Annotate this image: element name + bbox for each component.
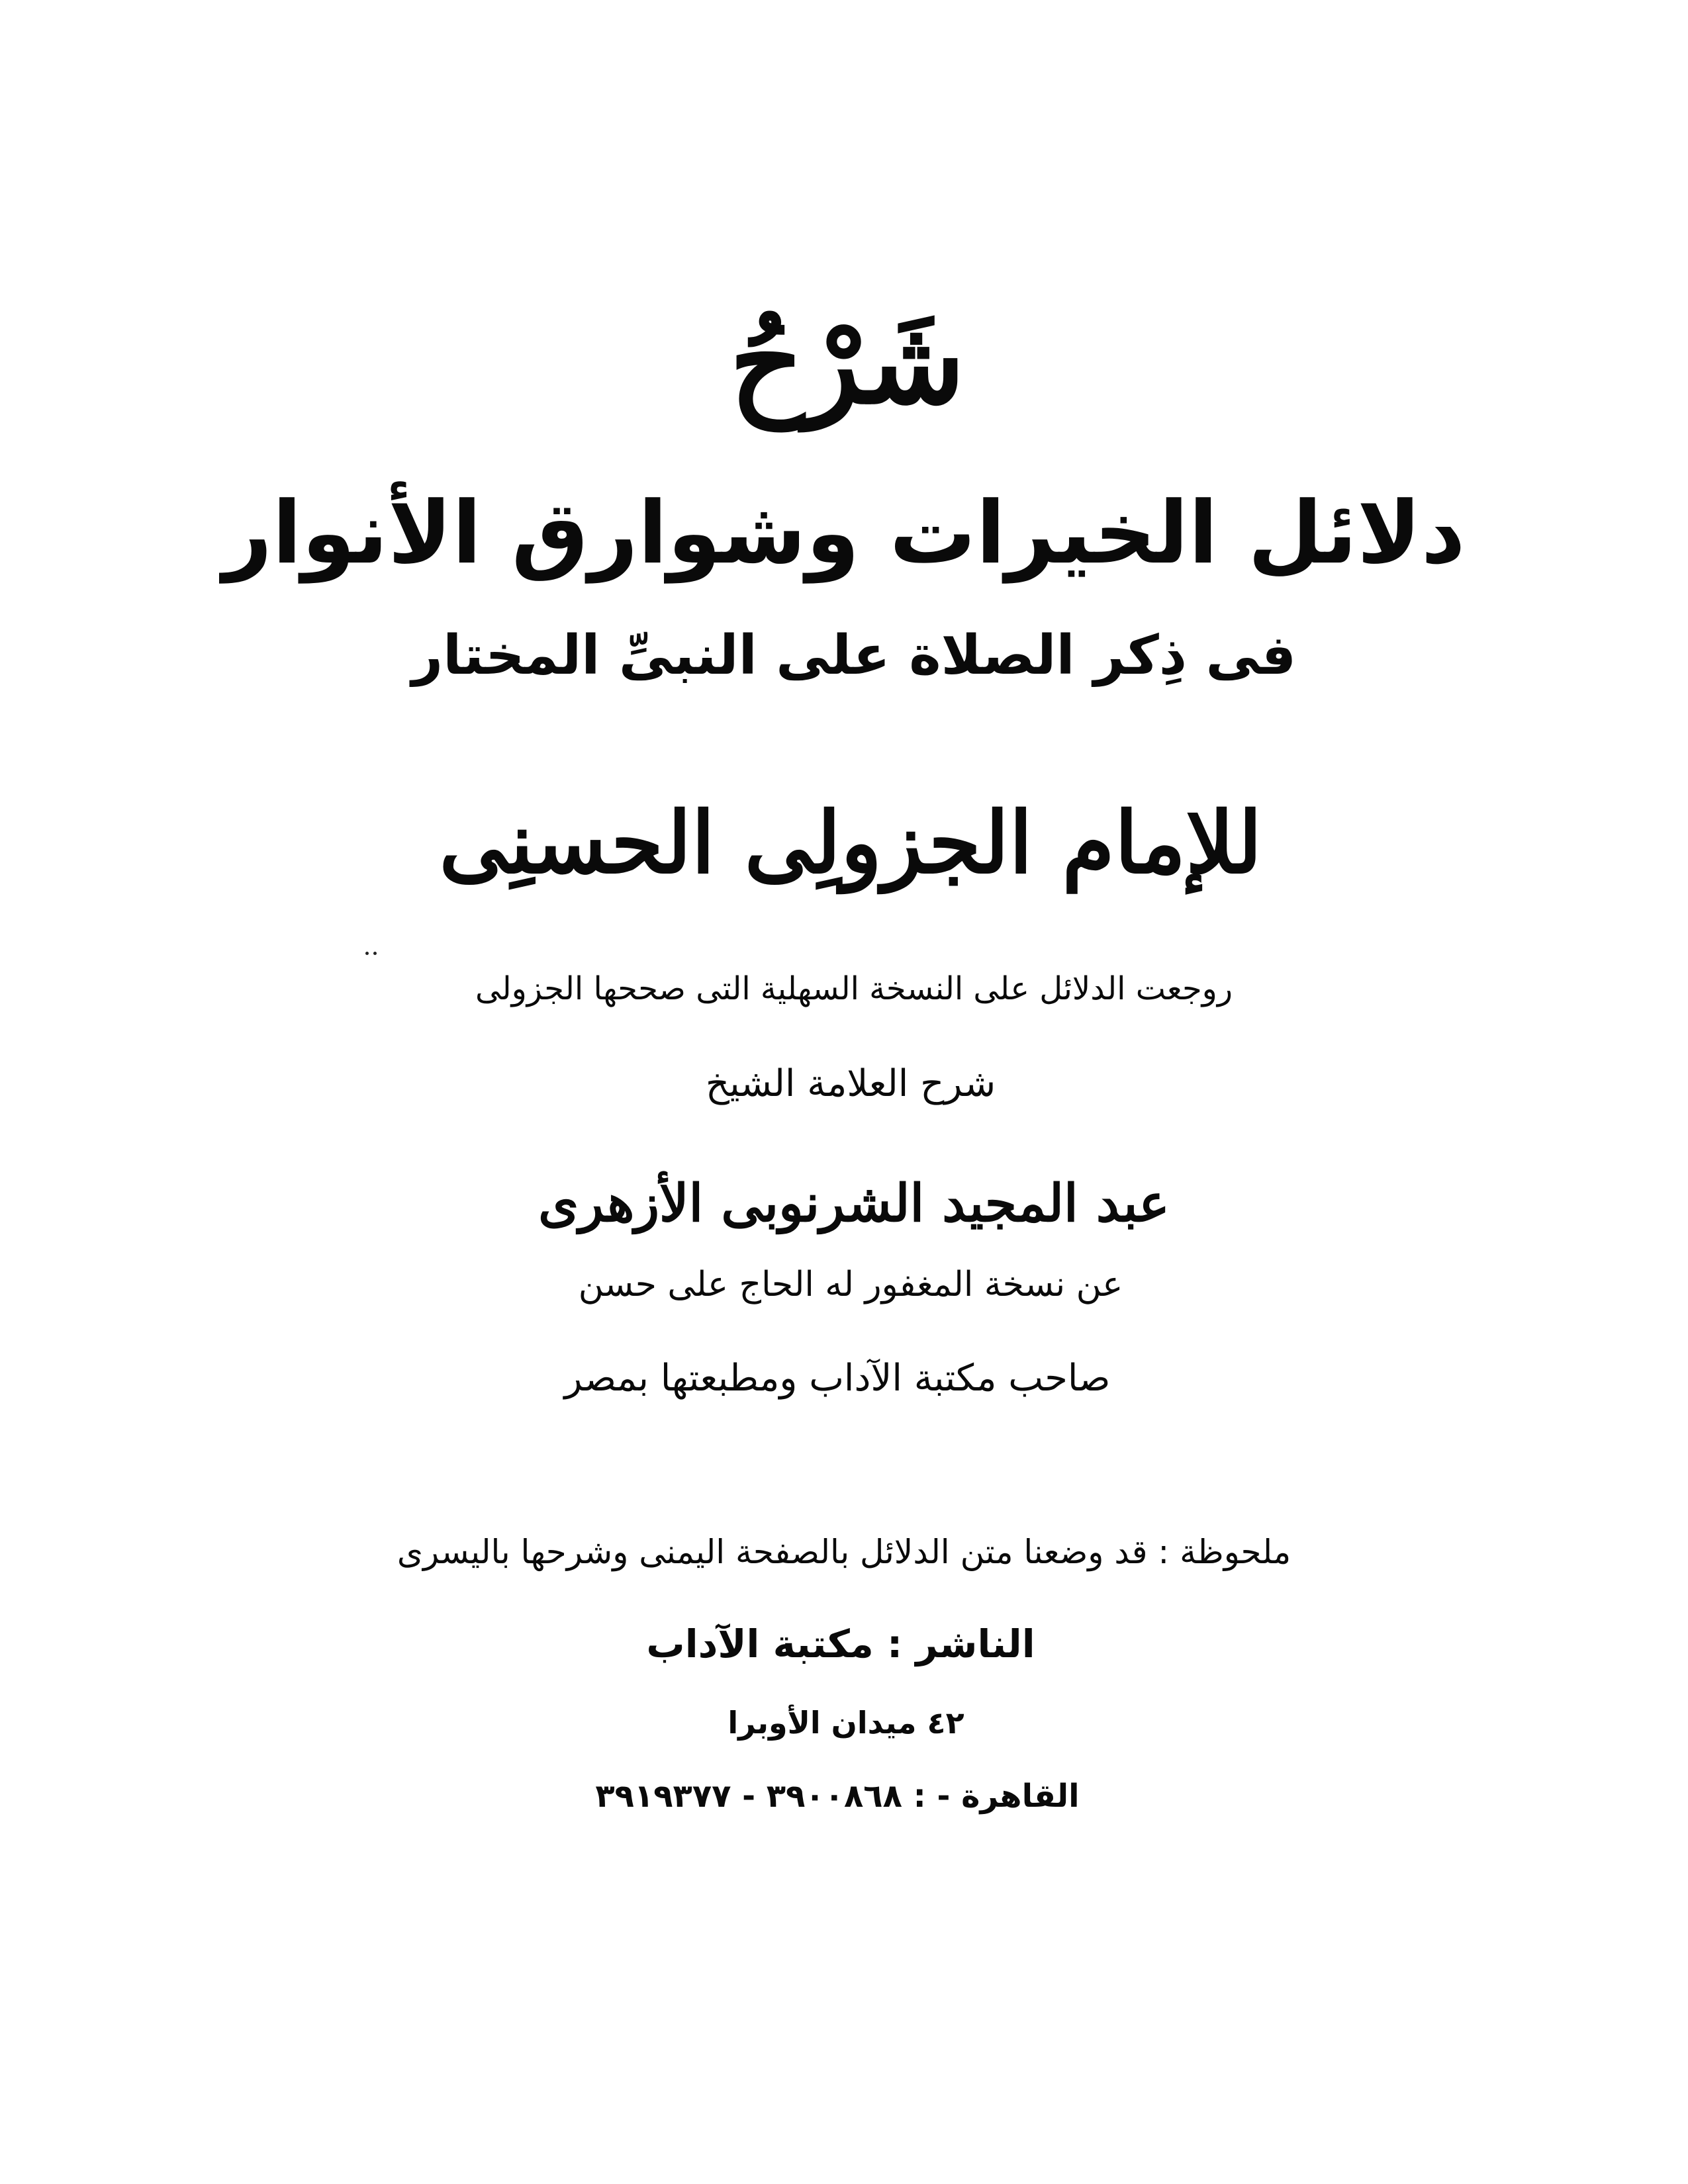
book-subtitle: فى ذِكر الصلاة على النبىِّ المختار [411, 624, 1297, 687]
commentary-label: شرح العلامة الشيخ [705, 1062, 996, 1105]
publisher-line: الناشر : مكتبة الآداب [646, 1621, 1035, 1666]
scan-speck [365, 952, 369, 955]
layout-note: ملحوظة : قد وضعنا متن الدلائل بالصفحة اليمنى وشرحها باليسرى [397, 1533, 1291, 1571]
sharh-heading: شَرْحُ [729, 295, 966, 430]
author-name: للإمام الجزولِى الحسنِى [439, 794, 1262, 893]
publisher-address: ٤٢ ميدان الأوبرا [727, 1705, 964, 1741]
commentator-name: عبد المجيد الشرنوبى الأزهرى [538, 1173, 1170, 1234]
book-title: دلائل الخيرات وشوارق الأنوار [222, 482, 1466, 583]
library-owner-note: صاحب مكتبة الآداب ومطبعتها بمصر [564, 1357, 1111, 1400]
edition-note: روجعت الدلائل على النسخة السهلية التى صححها الجزولى [475, 970, 1233, 1007]
source-copy-note: عن نسخة المغفور له الحاج على حسن [578, 1265, 1123, 1304]
publisher-phones: القاهرة - : ٣٩٠٠٨٦٨ - ٣٩١٩٣٧٧ [595, 1778, 1080, 1815]
scan-speck [373, 952, 377, 955]
